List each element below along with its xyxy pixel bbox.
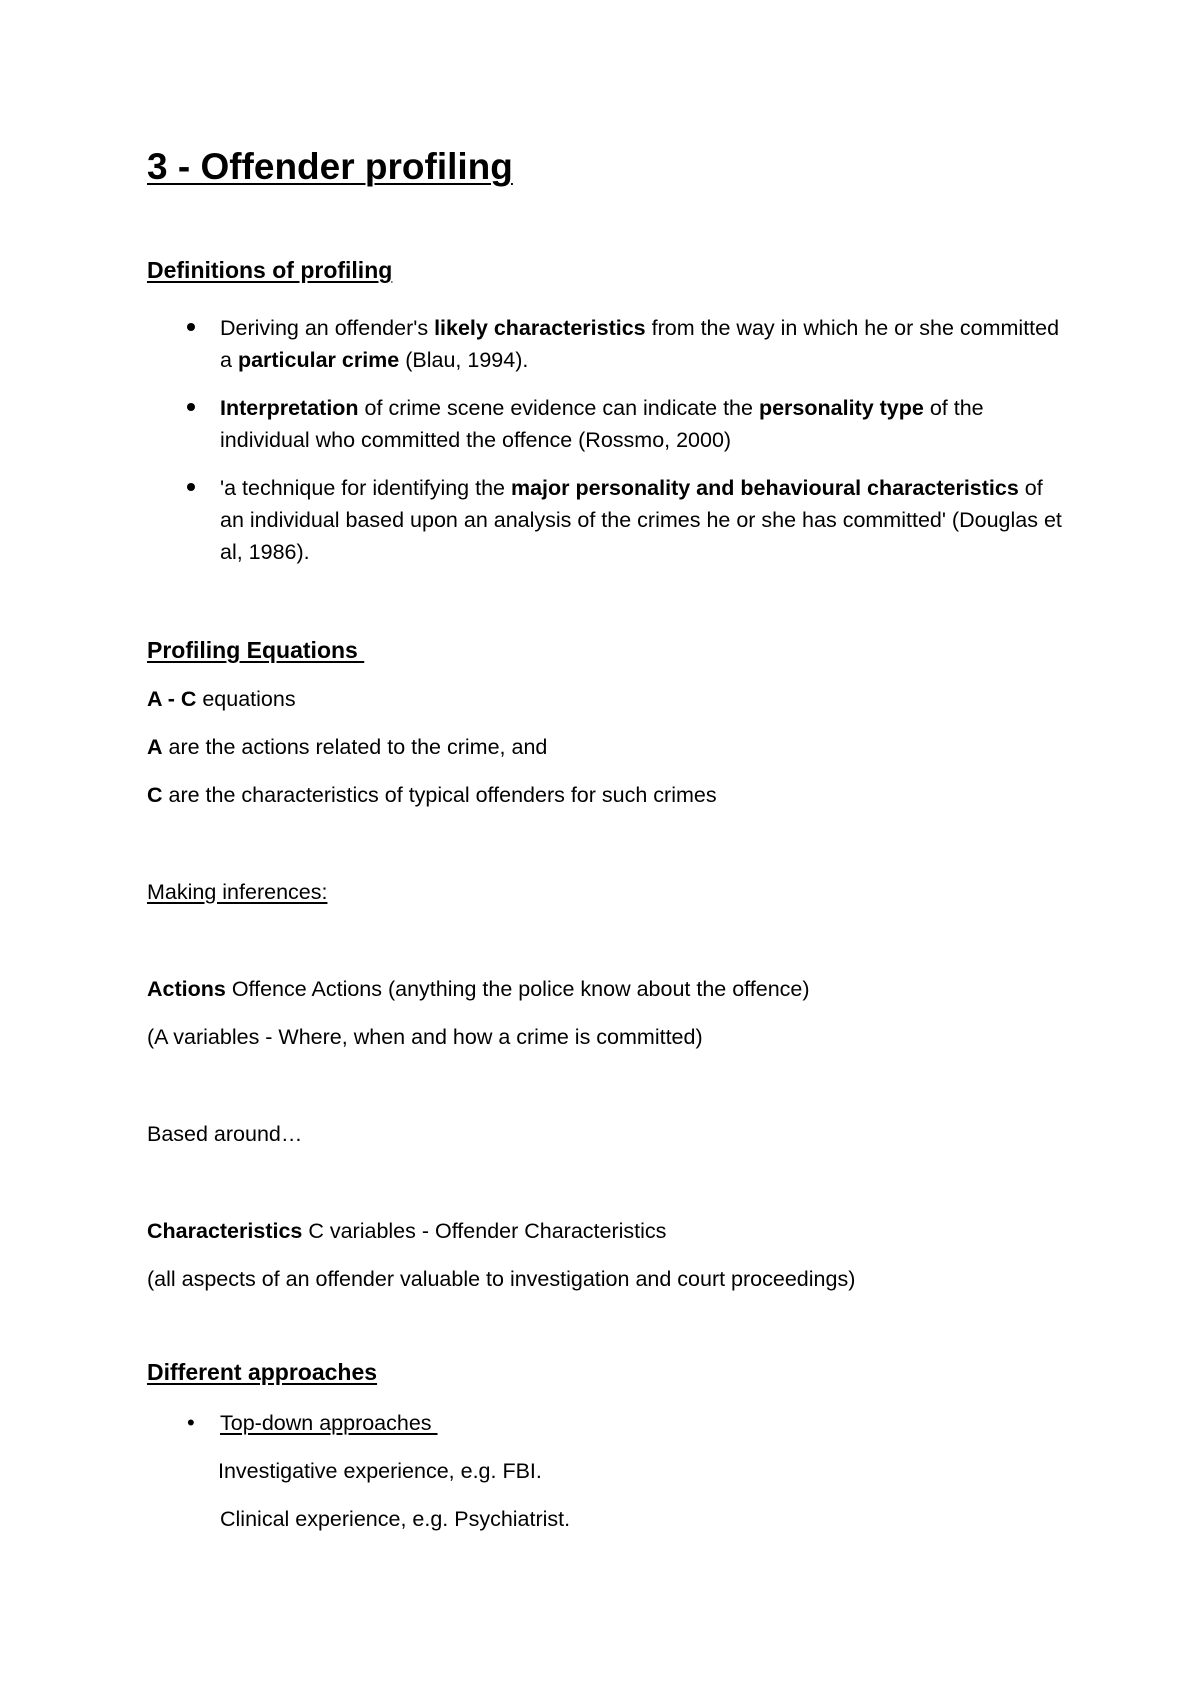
text-run: of crime scene evidence can indicate the	[358, 396, 759, 420]
definition-item-2	[220, 392, 1070, 456]
characteristics-term: Characteristics	[147, 1219, 303, 1243]
bullet-dot-icon	[187, 483, 195, 491]
equation-term: A	[147, 735, 163, 759]
equation-line-ac	[147, 683, 296, 715]
top-down-approaches-item: Top-down approaches	[220, 1411, 438, 1435]
definition-item-3	[220, 472, 1070, 568]
definitions-heading: Definitions of profiling	[147, 257, 393, 283]
text-run: of the individual who committed the offence (Rossmo, 2000)	[220, 396, 984, 452]
equation-text: are the actions related to the crime, and	[162, 735, 548, 759]
bold-phrase: likely characteristics	[434, 316, 646, 340]
definition-item-1	[220, 312, 1070, 376]
profiling-equations-heading: Profiling Equations	[147, 637, 365, 663]
actions-text: Offence Actions (anything the police know about the offence)	[225, 977, 810, 1001]
bullet-dot-icon	[187, 403, 195, 411]
small-bullet-icon: •	[187, 1410, 195, 1435]
equation-line-a	[147, 731, 547, 763]
text-run: Deriving an offender's	[220, 316, 435, 340]
characteristics-subline: (all aspects of an offender valuable to investigation and court proceedings)	[147, 1267, 856, 1291]
text-run: (Blau, 1994).	[399, 348, 529, 372]
equation-text: equations	[196, 687, 296, 711]
characteristics-text: C variables - Offender Characteristics	[302, 1219, 667, 1243]
actions-term: Actions	[147, 977, 226, 1001]
equation-term: C	[147, 783, 163, 807]
page-title: 3 - Offender profiling	[147, 146, 513, 187]
bold-phrase: Interpretation	[220, 396, 359, 420]
different-approaches-heading: Different approaches	[147, 1359, 378, 1385]
investigative-experience-text: Investigative experience, e.g. FBI.	[218, 1459, 542, 1483]
clinical-experience-text: Clinical experience, e.g. Psychiatrist.	[220, 1507, 571, 1531]
characteristics-line	[147, 1215, 666, 1247]
text-run: of an individual based upon an analysis of the crimes he or she has committed' (Douglas et al, 1986).	[220, 476, 1062, 564]
bold-phrase: particular crime	[237, 348, 400, 372]
text-run: from the way in which he or she committed a	[220, 316, 1060, 372]
equation-text: are the characteristics of typical offenders for such crimes	[162, 783, 717, 807]
bold-phrase: major personality and behavioural characteristics	[510, 476, 1019, 500]
bold-phrase: personality type	[758, 396, 924, 420]
text-run: 'a technique for identifying the	[220, 476, 511, 500]
equation-line-c	[147, 779, 717, 811]
actions-line	[147, 973, 810, 1005]
actions-subline: (A variables - Where, when and how a crime is committed)	[147, 1025, 703, 1049]
bullet-dot-icon	[187, 323, 195, 331]
equation-term: A - C	[147, 687, 197, 711]
based-around-text: Based around…	[147, 1122, 303, 1146]
making-inferences-label: Making inferences:	[147, 880, 328, 904]
